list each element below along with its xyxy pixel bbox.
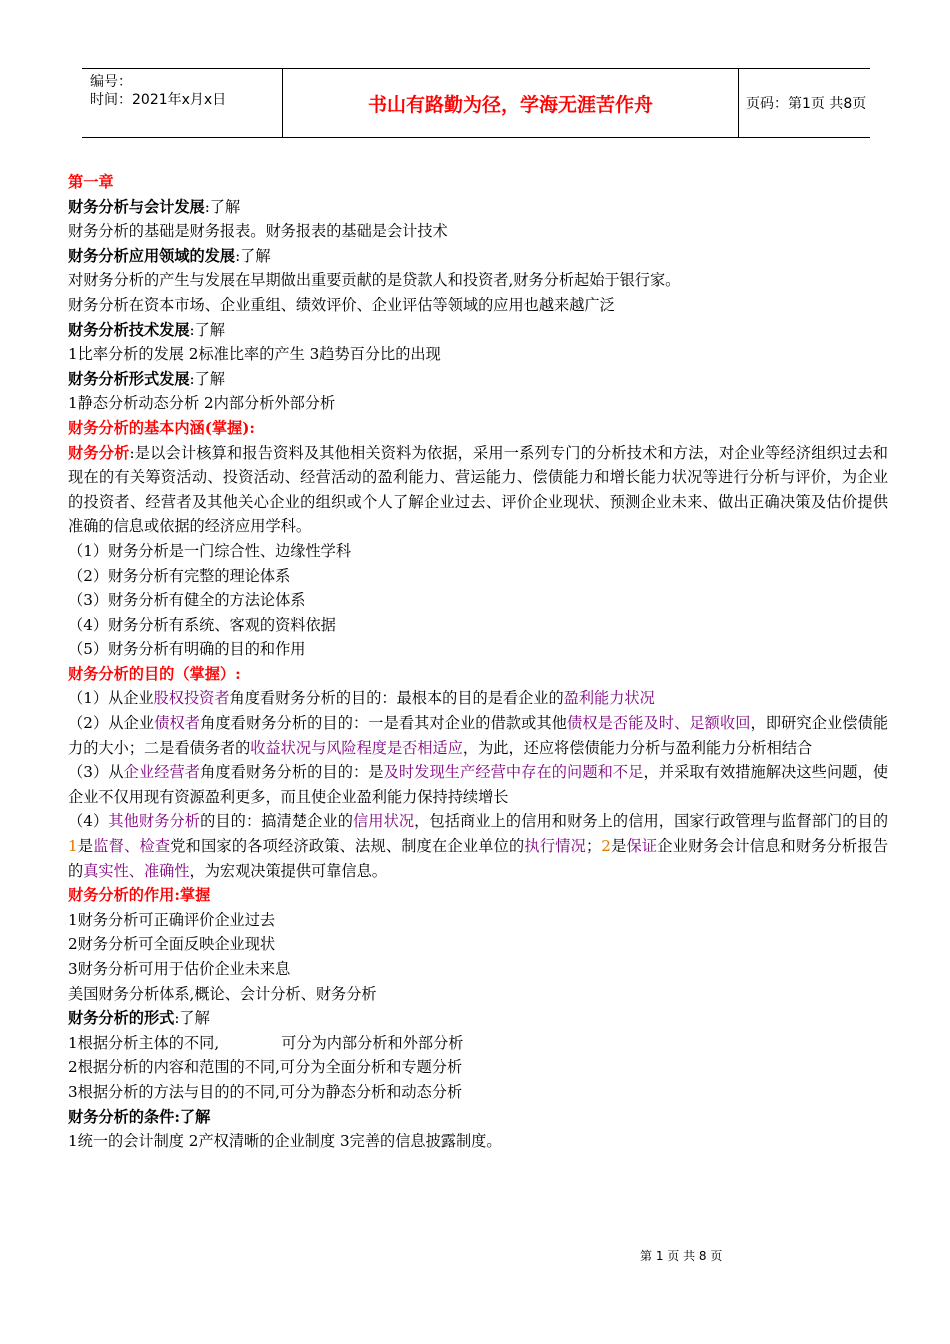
highlight-run: 企业经营者 [123,763,201,782]
list-item [68,1031,888,1056]
text-run: ，为宏观决策提供可靠信息。 [189,861,387,880]
section-title: 财务分析与会计发展 [68,197,205,216]
section-heading [68,195,888,220]
section-note: :了解 [204,197,241,216]
list-item: 2财务分析可全面反映企业现状 [68,935,276,954]
number-label: 编号： [90,74,132,90]
body-line: 1统一的会计制度 2产权清晰的企业制度 3完善的信息披露制度。 [68,1132,502,1151]
body-line: 对财务分析的产生与发展在早期做出重要贡献的是贷款人和投资者,财务分析起始于银行家。 [68,271,681,290]
list-item: （3）财务分析有健全的方法论体系 [68,591,306,610]
text-run: ，即研究企业偿债能力的大小；二是看债务者的 [68,714,889,757]
text-run: ，包括商业上的信用和财务上的信用，国家行政管理与监督部门的目的 [414,812,889,831]
highlight-run: 债权者 [154,714,201,733]
page-footer: 第 1 页 共 8 页 [640,1249,723,1263]
text-run: 可分为内部分析和外部分析 [281,1033,464,1052]
purpose-paragraph [68,686,888,711]
definition-text: :是以会计核算和报告资料及其他相关资料为依据，采用一系列专门的分析技术和方法，对企业等经济组织过去和现在的有关筹资活动、投资活动、经营活动的盈利能力、营运能力、偿债能力和增长能力状况等进行分析与评价，为企业的投资者、经营者及其他关心企业的组织或个人了解企业过去、评价企业现状、预测企业未来、做出正确决策及估价提供准确的信息或依据的经济应用学科。 [68,443,888,536]
section-note: :了解 [174,1107,211,1126]
section-title: 财务分析的作用:掌握 [68,886,211,905]
text-run: 角度看财务分析的目的：一是看其对企业的借款或其他 [200,714,568,733]
section-note: :了解 [235,246,271,265]
document-header [82,68,870,138]
header-page-info: 页码：第1页 共8页 [746,96,867,112]
text-run: 党和国家的各项经济政策、法规、制度在企业单位的 [170,837,525,856]
text-run: （1）从企业 [68,689,154,708]
highlight-run: 其他财务分析 [108,812,201,831]
highlight-run: 股权投资者 [153,689,230,708]
section-title: 财务分析的基本内涵(掌握): [68,418,256,437]
definition-label: 财务分析 [68,443,130,462]
document-body [68,170,888,1154]
purpose-paragraph [68,760,888,809]
section-heading [68,244,888,269]
number-run: 2 [601,837,611,856]
section-note: :了解 [174,1009,210,1028]
highlight-run: 监督、检查 [93,837,171,856]
section-heading [68,1006,888,1031]
text-run: 1根据分析主体的不同, [68,1033,220,1052]
highlight-run: 真实性、准确性 [83,861,190,880]
text-run: ； [586,837,602,856]
text-run: （3）从 [68,763,124,782]
list-item: 1财务分析可正确评价企业过去 [68,910,276,929]
text-run: 角度看财务分析的目的：是 [200,763,384,782]
highlight-run: 信用状况 [353,812,415,831]
section-title: 财务分析应用领域的发展 [68,246,236,265]
text-run: 的目的：搞清楚企业的 [200,812,353,831]
text-run: 企业财务会计信息和财务分析报告的 [68,837,889,880]
body-line: 1静态分析动态分析 2内部分析外部分析 [68,394,336,413]
section-title: 财务分析的形式 [68,1009,175,1028]
header-motto: 书山有路勤为径，学海无涯苦作舟 [282,69,739,137]
text-run: 是 [77,837,94,856]
text-run: 是 [610,837,627,856]
list-item: 3根据分析的方法与目的的不同,可分为静态分析和动态分析 [68,1082,463,1101]
definition-paragraph [68,441,888,539]
list-item: 美国财务分析体系,概论、会计分析、财务分析 [68,984,377,1003]
list-item: （2）财务分析有完整的理论体系 [68,566,291,585]
list-item: （5）财务分析有明确的目的和作用 [68,640,306,659]
section-title: 财务分析技术发展 [68,320,190,339]
text-run: （4） [68,812,109,831]
highlight-run: 保证 [626,837,658,856]
section-note: :了解 [189,320,225,339]
section-title: 财务分析的条件 [68,1107,175,1126]
chapter-title: 第一章 [68,173,114,191]
header-meta [90,73,226,109]
list-item: 2根据分析的内容和范围的不同,可分为全面分析和专题分析 [68,1058,463,1077]
section-title: 财务分析的目的（掌握）: [68,664,241,683]
list-item: 3财务分析可用于估价企业未来息 [68,960,291,978]
list-item: （4）财务分析有系统、客观的资料依据 [68,615,336,634]
body-line: 1比率分析的发展 2标准比率的产生 3趋势百分比的出现 [68,345,441,364]
text-run: 角度看财务分析的目的：最根本的目的是看企业的 [229,689,564,708]
purpose-paragraph [68,711,888,760]
list-item: （1）财务分析是一门综合性、边缘性学科 [68,541,352,560]
text-run: ，为此，还应将偿债能力分析与盈利能力分析相结合 [462,738,813,757]
highlight-run: 收益状况与风险程度是否相适应 [250,738,463,757]
body-line: 财务分析的基础是财务报表。财务报表的基础是会计技术 [68,222,448,241]
body-line: 财务分析在资本市场、企业重组、绩效评价、企业评估等领域的应用也越来越广泛 [68,295,615,314]
highlight-run: 及时发现生产经营中存在的问题和不足 [383,763,644,782]
highlight-run: 债权是否能及时、足额收回 [567,714,751,733]
text-run: ，并采取有效措施解决这些问题，使企业不仅用现有资源盈利更多，而且使企业盈利能力保持持续增长 [68,763,889,806]
section-heading [68,318,888,343]
text-run: （2）从企业 [68,714,155,733]
section-heading [68,1105,888,1130]
section-note: :了解 [189,369,225,388]
number-run: 1 [68,837,78,856]
highlight-run: 执行情况 [524,837,587,856]
section-heading [68,367,888,392]
purpose-paragraph [68,809,888,883]
section-title: 财务分析形式发展 [68,369,190,388]
highlight-run: 盈利能力状况 [563,689,655,708]
time-label: 时间：2021年x月x日 [90,92,227,108]
